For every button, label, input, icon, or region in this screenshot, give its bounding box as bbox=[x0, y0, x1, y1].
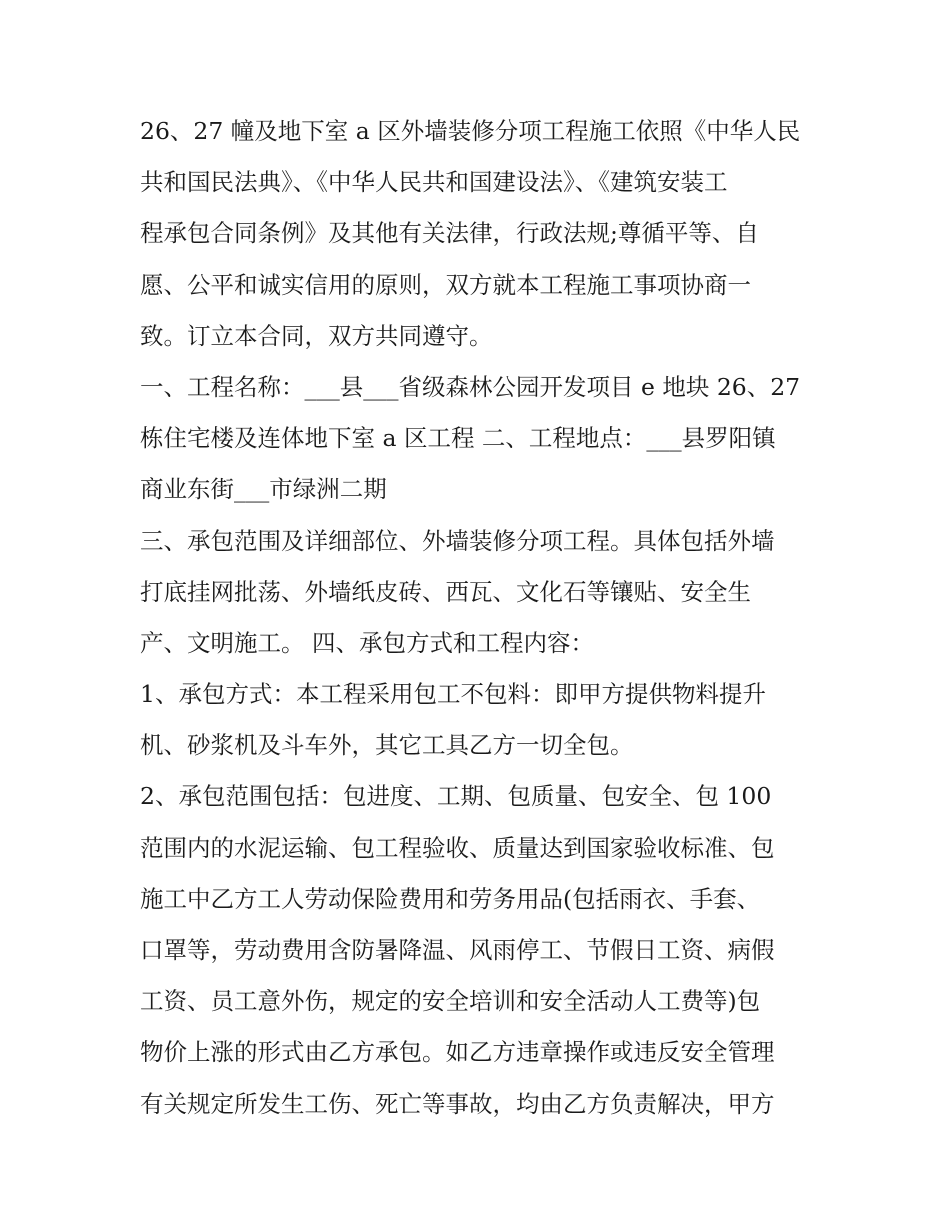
text-line: 愿、公平和诚实信用的原则，双方就本工程施工事项协商一 bbox=[140, 270, 751, 299]
text-line: 产、文明施工。 四、承包方式和工程内容： bbox=[140, 628, 594, 657]
text-line: 机、砂浆机及斗车外，其它工具乙方一切全包。 bbox=[140, 731, 634, 760]
text-line: 工资、员工意外伤，规定的安全培训和安全活动人工费等)包 bbox=[140, 987, 761, 1016]
text-line: 物价上涨的形式由乙方承包。如乙方违章操作或违反安全管理 bbox=[140, 1038, 775, 1067]
text-line: 致。订立本合同，双方共同遵守。 bbox=[140, 321, 493, 350]
text-line: 一、工程名称：___县___省级森林公园开发项目 e 地块 26、27 bbox=[140, 372, 801, 401]
text-line: 三、承包范围及详细部位、外墙装修分项工程。具体包括外墙 bbox=[140, 526, 775, 555]
text-line: 1、承包方式：本工程采用包工不包料：即甲方提供物料提升 bbox=[140, 680, 766, 709]
text-line: 程承包合同条例》及其他有关法律，行政法规;尊循平等、自 bbox=[140, 219, 759, 248]
text-line: 范围内的水泥运输、包工程验收、质量达到国家验收标准、包 bbox=[140, 833, 775, 862]
text-line: 2、承包范围包括：包进度、工期、包质量、包安全、包 100 bbox=[140, 782, 772, 811]
text-line: 共和国民法典》、《中华人民共和国建设法》、《建筑安装工 bbox=[140, 168, 728, 197]
text-line: 有关规定所发生工伤、死亡等事故，均由乙方负责解决，甲方 bbox=[140, 1089, 775, 1118]
text-line: 打底挂网批荡、外墙纸皮砖、西瓦、文化石等镶贴、安全生 bbox=[140, 577, 751, 606]
text-line: 26、27 幢及地下室 a 区外墙装修分项工程施工依照《中华人民 bbox=[140, 117, 801, 145]
text-line: 商业东街___市绿洲二期 bbox=[140, 475, 387, 504]
text-line: 栋住宅楼及连体地下室 a 区工程 二、工程地点：___县罗阳镇 bbox=[140, 424, 776, 453]
text-line: 口罩等，劳动费用含防暑降温、风雨停工、节假日工资、病假 bbox=[140, 936, 775, 964]
contract-body-text bbox=[140, 106, 820, 1130]
text-line: 施工中乙方工人劳动保险费用和劳务用品(包括雨衣、手套、 bbox=[140, 884, 761, 913]
